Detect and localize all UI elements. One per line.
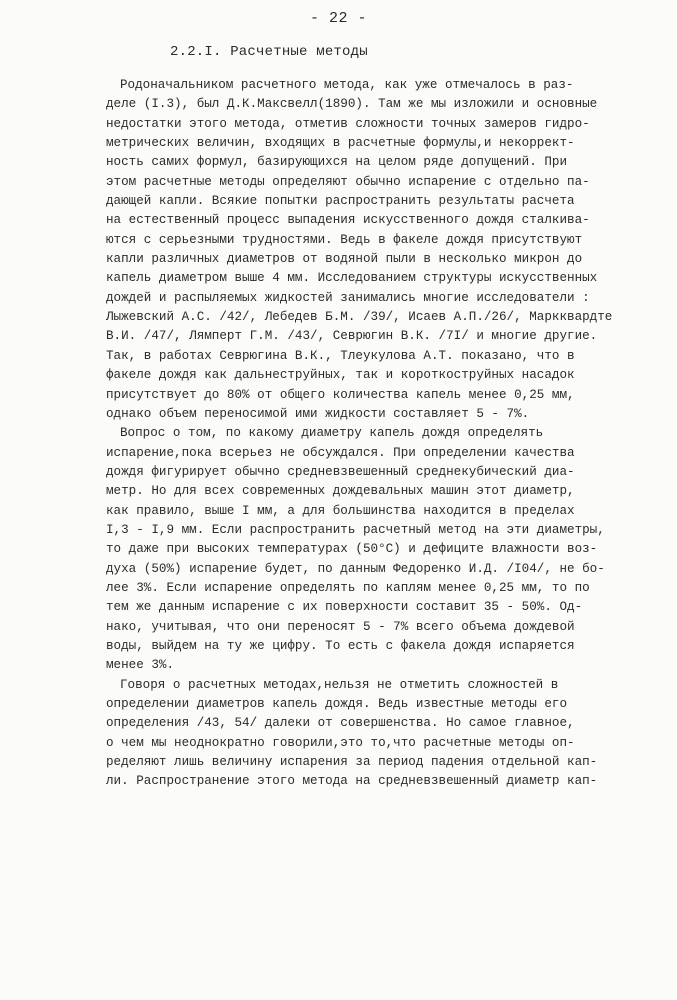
text-line: факеле дождя как дальнеструйных, так и короткоструйных насадок <box>106 368 575 383</box>
text-line: воды, выйдем на ту же цифру. То есть с факела дождя испаряется <box>106 638 575 653</box>
paragraph-3 <box>106 676 641 792</box>
text-line: этом расчетные методы определяют обычно испарение с отдельно па- <box>106 174 590 189</box>
text-line: капель диаметром выше 4 мм. Исследованием структуры искусственных <box>106 271 598 286</box>
text-line: то даже при высоких температурах (50°С) и дефиците влажности воз- <box>106 542 598 557</box>
section-heading: 2.2.I. Расчетные методы <box>170 44 368 60</box>
text-line: Вопрос о том, по какому диаметру капель дождя определять <box>120 426 544 441</box>
text-line: ность самих формул, базирующихся на целом ряде допущений. При <box>106 155 568 170</box>
text-line: ются с серьезными трудностями. Ведь в факеле дождя присутствуют <box>106 232 583 247</box>
text-line: испарение,пока всерьез не обсуждался. При определении качества <box>106 445 575 460</box>
text-line: недостатки этого метода, отметив сложности точных замеров гидро- <box>106 116 590 131</box>
text-line: менее 3%. <box>106 658 175 673</box>
paragraph-2 <box>106 424 641 675</box>
text-line: капли различных диаметров от водяной пыли в несколько микрон до <box>106 252 583 267</box>
text-line: дождя фигурирует обычно средневзвешенный среднекубический диа- <box>106 464 575 479</box>
text-line: Так, в работах Севрюгина В.К., Тлеукулова А.Т. показано, что в <box>106 348 575 363</box>
text-line: I,3 - I,9 мм. Если распространить расчетный метод на эти диаметры, <box>106 522 605 537</box>
text-line: однако объем переносимой ими жидкости составляет 5 - 7%. <box>106 406 530 421</box>
body-text <box>106 76 641 792</box>
text-line: ределяют лишь величину испарения за период падения отдельной кап- <box>106 755 598 770</box>
text-line: деле (I.3), был Д.К.Максвелл(1890). Там же мы изложили и основные <box>106 97 598 112</box>
text-line: присутствует до 80% от общего количества капель менее 0,25 мм, <box>106 387 575 402</box>
text-line: метрических величин, входящих в расчетные формулы,и некоррект- <box>106 136 575 151</box>
text-line: духа (50%) испарение будет, по данным Федоренко И.Д. /I04/, не бо- <box>106 561 605 576</box>
text-line: тем же данным испарение с их поверхности составит 35 - 50%. Од- <box>106 600 583 615</box>
text-line: лее 3%. Если испарение определять по каплям менее 0,25 мм, то по <box>106 580 590 595</box>
paragraph-1 <box>106 76 641 424</box>
text-line: на естественный процесс выпадения искусственного дождя сталкива- <box>106 213 590 228</box>
text-line: В.И. /47/, Лямперт Г.М. /43/, Севрюгин В.К. /7I/ и многие другие. <box>106 329 598 344</box>
text-line: Говоря о расчетных методах,нельзя не отметить сложностей в <box>120 677 559 692</box>
text-line: о чем мы неоднократно говорили,это то,что расчетные методы оп- <box>106 735 575 750</box>
text-line: определении диаметров капель дождя. Ведь известные методы его <box>106 697 568 711</box>
page-number: - 22 - <box>309 10 367 27</box>
text-line: определения /43, 54/ далеки от совершенства. Но самое главное, <box>106 716 575 731</box>
text-line: метр. Но для всех современных дождевальных машин этот диаметр, <box>106 484 575 499</box>
text-line: как правило, выше I мм, а для большинства находится в пределах <box>106 503 575 518</box>
text-line: ли. Распространение этого метода на средневзвешенный диаметр кап- <box>106 774 598 789</box>
text-line: дождей и распыляемых жидкостей занимались многие исследователи : <box>106 290 590 305</box>
text-line: нако, учитывая, что они переносят 5 - 7% всего объема дождевой <box>106 619 575 634</box>
text-line: Родоначальником расчетного метода, как уже отмечалось в раз- <box>120 78 574 92</box>
text-line: Лыжевский А.С. /42/, Лебедев Б.М. /39/, Исаев А.П./26/, Маркквардте <box>106 310 613 325</box>
text-line: дающей капли. Всякие попытки распространить результаты расчета <box>106 194 575 209</box>
